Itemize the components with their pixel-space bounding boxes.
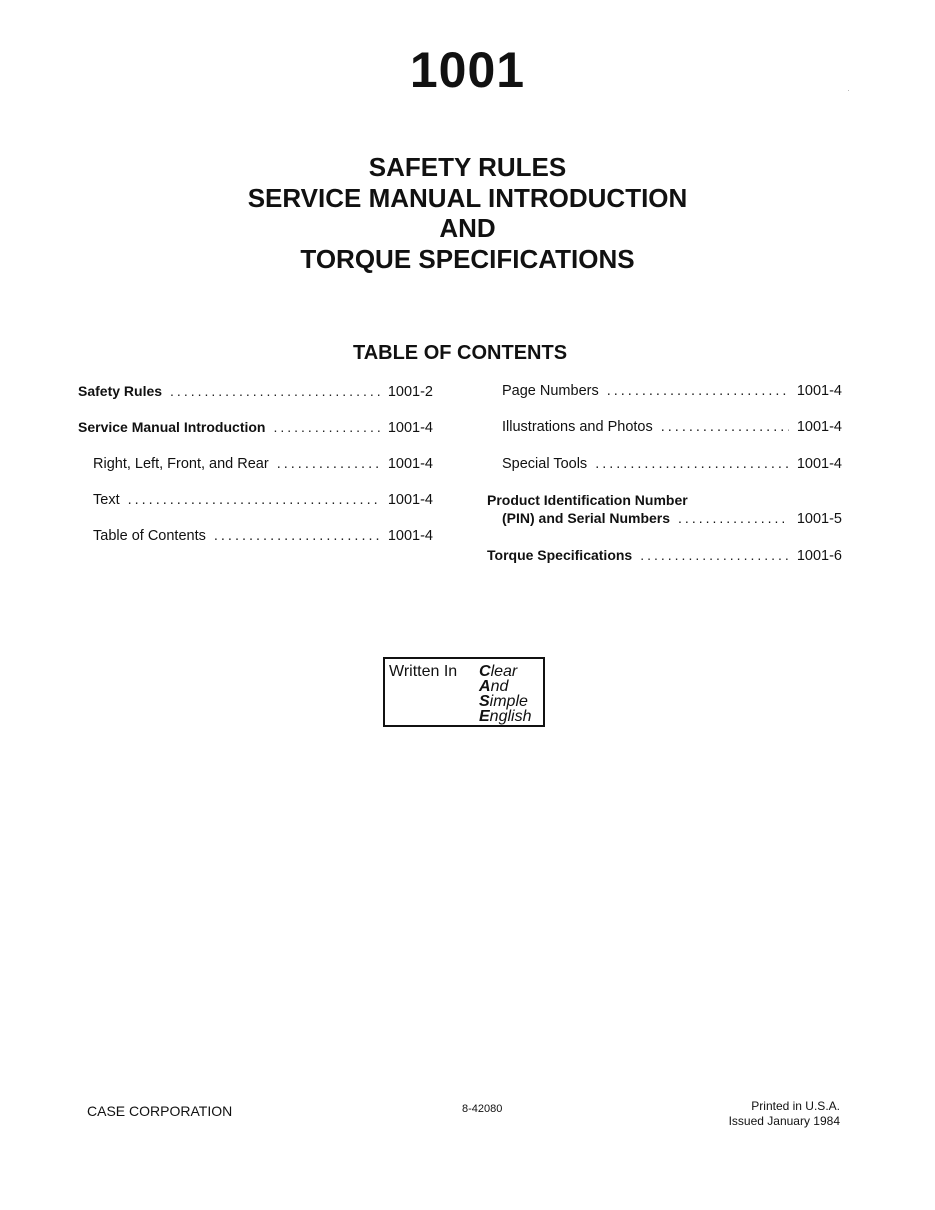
toc-right-column [487,383,842,583]
toc-entry-table-of-contents[interactable] [78,528,433,564]
dot-leader [640,547,789,563]
toc-label-line2: (PIN) and Serial Numbers [502,509,671,526]
dot-leader [214,528,380,544]
toc-left-column [78,383,433,564]
dot-leader [277,456,380,472]
toc-entry-special-tools[interactable] [487,456,842,492]
toc-label: Page Numbers [502,383,599,399]
case-clear-simple-english-box [383,657,545,727]
toc-page: 1001-4 [796,419,842,436]
dot-leader [607,383,789,399]
toc-page: 1001-6 [796,547,842,564]
toc-page: 1001-4 [387,420,433,437]
toc-page: 1001-4 [387,528,433,545]
toc-label: Service Manual Introduction [78,419,266,436]
footer-printed: Printed in U.S.A. [751,1099,840,1113]
toc-page: 1001-5 [796,510,842,527]
title-line: SERVICE MANUAL INTRODUCTION [247,182,688,213]
toc-label: Table of Contents [93,528,206,545]
case-word: And [479,678,509,695]
case-word: English [479,708,532,725]
toc-label: Torque Specifications [487,546,633,563]
toc-label: Safety Rules [78,383,163,399]
toc-label: Text [93,491,120,508]
toc-page: 1001-4 [387,455,433,472]
toc-label: Special Tools [502,455,588,472]
toc-page: 1001-4 [796,455,842,472]
case-word: Simple [479,693,528,710]
scan-speck [848,90,849,91]
toc-page: 1001-4 [796,383,842,399]
title-line: TORQUE SPECIFICATIONS [300,243,635,274]
toc-page: 1001-4 [387,491,433,508]
toc-heading: TABLE OF CONTENTS [352,342,568,364]
toc-entry-pin-and-serial-numbers[interactable] [487,492,842,547]
document-title [0,152,935,274]
dot-leader [678,510,789,526]
toc-entry-page-numbers[interactable] [487,383,842,419]
toc-label-line1: Product Identification Number [487,491,688,508]
toc-entry-right-left-front-rear[interactable] [78,456,433,492]
footer-issued: Issued January 1984 [728,1114,840,1128]
toc-entry-service-manual-introduction[interactable] [78,419,433,455]
toc-label: Right, Left, Front, and Rear [93,455,269,472]
toc-entry-safety-rules[interactable] [78,383,433,419]
footer-doc-number: 8-42080 [462,1103,503,1115]
dot-leader [661,419,789,435]
dot-leader [595,456,789,472]
title-line: SAFETY RULES [368,152,567,182]
dot-leader [273,419,379,435]
footer-print-info [729,1099,840,1129]
case-word: Clear [479,663,518,680]
title-line: AND [439,213,496,243]
footer-company: CASE CORPORATION [87,1103,233,1119]
toc-entry-text[interactable] [78,492,433,528]
toc-page: 1001-2 [387,384,433,400]
section-number: 1001 [409,42,526,98]
case-acronym [479,664,531,724]
dot-leader [170,383,380,399]
toc-entry-torque-specifications[interactable] [487,547,842,583]
dot-leader [128,492,380,508]
toc-label: Illustrations and Photos [502,419,653,436]
case-box-prefix: Written In [389,663,458,680]
toc-entry-illustrations-and-photos[interactable] [487,419,842,455]
